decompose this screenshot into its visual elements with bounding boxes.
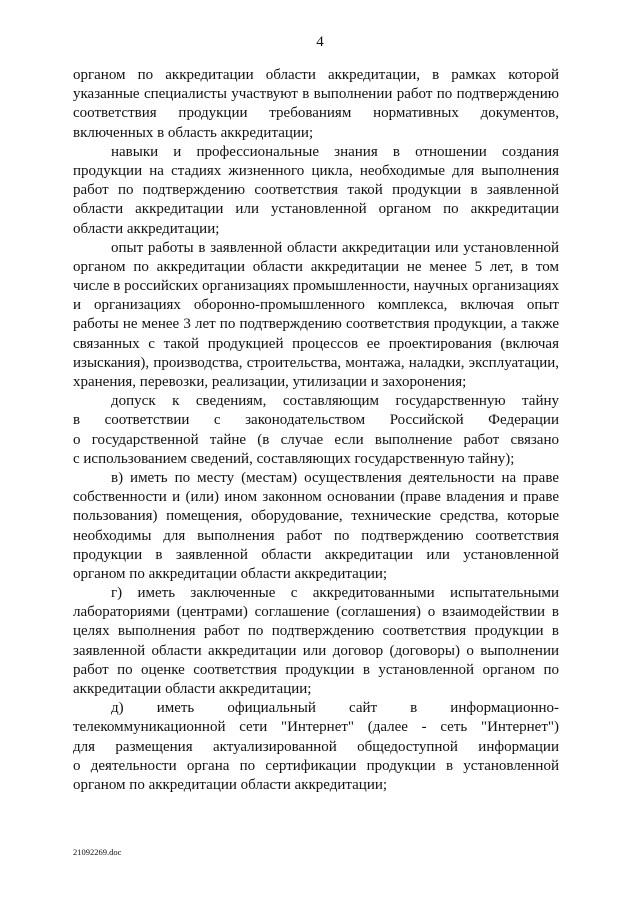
text-line: собственности и (или) ином законном основании (праве владения и праве — [73, 489, 559, 506]
text-line: продукции на стадиях жизненного цикла, необходимые для выполнения — [73, 162, 559, 179]
text-line: с использованием сведений, составляющих государственную тайну); — [73, 450, 515, 467]
text-line: д) иметь официальный сайт в информационно- — [111, 700, 559, 717]
text-line: изыскания), производства, строительства, монтажа, наладки, эксплуатации, — [73, 354, 559, 371]
text-line: включенных в область аккредитации; — [73, 124, 314, 141]
text-line: хранения, перевозки, реализации, утилизации и захоронения; — [73, 374, 467, 390]
text-line: области аккредитации; — [73, 220, 220, 237]
document-file-reference: 21092269.doc — [73, 847, 122, 857]
text-line: органом по аккредитации области аккредитации не менее 5 лет, в том — [73, 258, 559, 275]
paragraph-item-d-official-website — [73, 699, 559, 795]
text-line: в соответствии с законодательством Российской Федерации — [73, 412, 559, 429]
text-line: в) иметь по месту (местам) осуществления деятельности на праве — [111, 469, 559, 486]
text-line: органом по аккредитации области аккредитации, в рамках которой — [73, 67, 559, 83]
text-line: продукции в заявленной области аккредитации или установленной — [73, 546, 559, 563]
text-line: допуск к сведениям, составляющим государственную тайну — [111, 393, 559, 410]
text-line: опыт работы в заявленной области аккредитации или установленной — [111, 239, 559, 256]
text-line: заявленной области аккредитации или договор (договоры) о выполнении — [73, 642, 559, 659]
text-line: г) иметь заключенные с аккредитованными испытательными — [111, 585, 559, 602]
text-line: аккредитации области аккредитации; — [73, 681, 312, 697]
text-line: соответствия продукции требованиям нормативных документов, — [73, 105, 559, 122]
text-line: органом по аккредитации области аккредитации; — [73, 776, 388, 793]
paragraph-accreditation-scope — [73, 66, 559, 143]
text-line: о деятельности органа по сертификации продукции в установленной — [73, 757, 559, 774]
text-line: о государственной тайне (в случае если выполнение работ связано — [73, 431, 559, 448]
text-line: навыки и профессиональные знания в отношении создания — [111, 143, 559, 160]
text-line: работ по оценке соответствия продукции в установленной органом по — [73, 661, 559, 678]
paragraph-item-g-laboratory-agreements — [73, 584, 559, 699]
text-line: связанных с такой продукцией процессов ее проектирования (включая — [73, 335, 559, 352]
text-line: необходимы для выполнения работ по подтверждению соответствия — [73, 527, 559, 544]
text-line: лабораториями (центрами) соглашение (соглашения) о взаимодействии в — [73, 604, 559, 621]
text-line: органом по аккредитации области аккредитации; — [73, 565, 388, 582]
text-line: и организациях оборонно-промышленного комплекса, включая опыт — [73, 297, 559, 314]
page-number: 4 — [316, 34, 324, 50]
paragraph-item-v-premises — [73, 469, 559, 584]
document-body — [73, 66, 559, 795]
text-line: области аккредитации или установленной органом по аккредитации — [73, 201, 559, 218]
text-line: работы не менее 3 лет по подтверждению соответствия продукции, а также — [73, 316, 559, 333]
text-line: пользования) помещения, оборудование, технические средства, которые — [73, 508, 559, 525]
text-line: для размещения актуализированной общедоступной информации — [73, 738, 559, 755]
text-line: целях выполнения работ по подтверждению соответствия продукции в — [73, 623, 559, 640]
text-line: числе в российских организациях промышленности, научных организациях — [73, 278, 559, 295]
paragraph-state-secret-clearance — [73, 392, 559, 469]
text-line: указанные специалисты участвуют в выполнении работ по подтверждению — [73, 86, 559, 103]
paragraph-experience — [73, 239, 559, 393]
paragraph-skills — [73, 143, 559, 239]
text-line: работ по подтверждению соответствия такой продукции в заявленной — [73, 182, 559, 199]
text-line: телекоммуникационной сети "Интернет" (далее - сеть "Интернет") — [73, 719, 559, 736]
